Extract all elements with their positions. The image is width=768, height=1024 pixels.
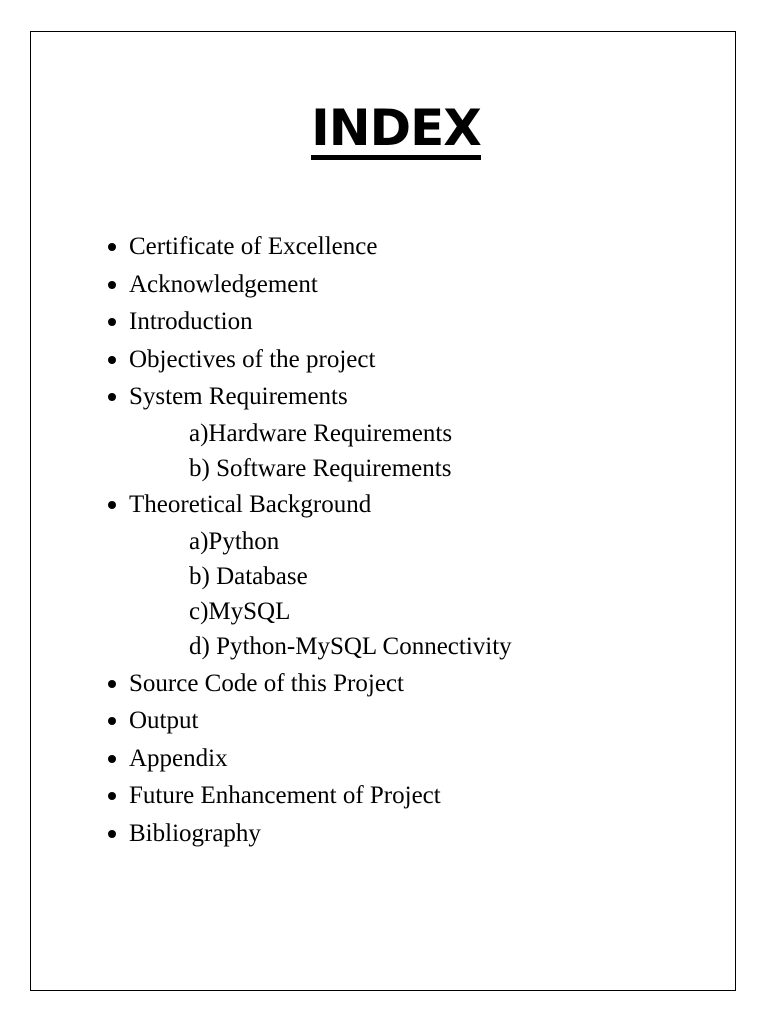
index-item-system-requirements <box>105 378 512 416</box>
index-item-acknowledgement <box>105 266 512 304</box>
index-item-source-code <box>105 665 512 703</box>
index-item-future-enhancement <box>105 777 512 815</box>
bullet-icon <box>108 318 116 326</box>
bullet-icon <box>108 680 116 688</box>
index-item-label: Objectives of the project <box>129 345 376 373</box>
index-item-theoretical-background <box>105 486 512 524</box>
page-title-text: INDEX <box>311 101 481 160</box>
index-item-label: Introduction <box>129 308 253 335</box>
index-item-label: Future Enhancement of Project <box>129 782 441 810</box>
bullet-icon <box>108 755 116 763</box>
index-item-objectives <box>105 341 512 379</box>
sub-list-theoretical-background <box>105 524 512 665</box>
page-title <box>0 98 768 160</box>
index-item-bibliography <box>105 815 512 853</box>
bullet-icon <box>108 281 116 289</box>
bullet-icon <box>108 243 116 251</box>
sub-item-python: a)Python <box>189 527 280 555</box>
sub-list-system-requirements <box>105 416 512 487</box>
sub-item-mysql: c)MySQL <box>189 598 291 626</box>
index-item-label: System Requirements <box>129 383 348 410</box>
index-item-label: Certificate of Excellence <box>129 233 378 260</box>
index-item-label: Output <box>129 707 199 735</box>
index-item-label: Theoretical Background <box>129 491 372 519</box>
index-item-label: Source Code of this Project <box>129 669 404 697</box>
index-item-label: Appendix <box>129 744 228 772</box>
sub-item-hardware: a)Hardware Requirements <box>189 419 453 447</box>
index-item-introduction <box>105 303 512 341</box>
sub-item-connectivity: d) Python-MySQL Connectivity <box>189 633 512 661</box>
index-item-label: Acknowledgement <box>129 270 318 298</box>
index-list <box>105 228 512 852</box>
bullet-icon <box>108 393 116 401</box>
bullet-icon <box>108 356 116 364</box>
index-item-label: Bibliography <box>129 819 261 847</box>
sub-item-database: b) Database <box>189 562 308 590</box>
bullet-icon <box>108 830 116 838</box>
index-item-output <box>105 702 512 740</box>
bullet-icon <box>108 717 116 725</box>
index-item-certificate <box>105 228 512 266</box>
index-item-appendix <box>105 740 512 778</box>
bullet-icon <box>108 792 116 800</box>
bullet-icon <box>108 501 116 509</box>
sub-item-software: b) Software Requirements <box>189 454 452 482</box>
